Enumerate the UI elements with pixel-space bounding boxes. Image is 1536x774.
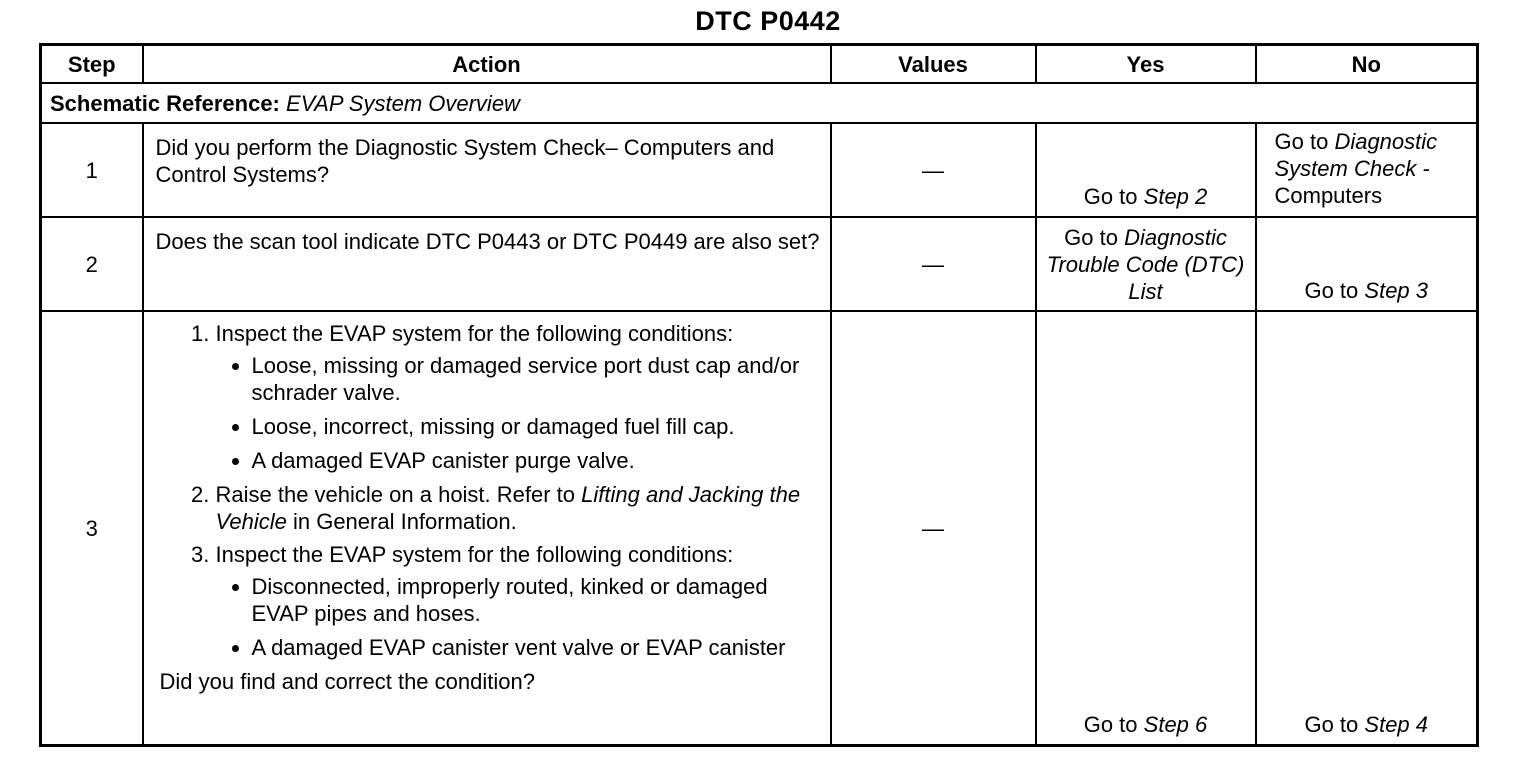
schematic-reference-link[interactable]: EVAP System Overview — [286, 90, 520, 116]
step-number: 1 — [41, 123, 143, 217]
no-link[interactable]: Step 3 — [1364, 278, 1429, 303]
no-link[interactable]: Step 4 — [1364, 712, 1429, 737]
header-no: No — [1256, 45, 1478, 84]
action-cell — [143, 311, 831, 746]
no-prefix: Go to — [1304, 712, 1359, 737]
condition-item: • A damaged EVAP canister vent valve or EVAP canister — [252, 634, 822, 661]
yes-prefix: Go to — [1083, 184, 1138, 209]
question-text: Did you find and correct the condition? — [159, 669, 535, 694]
schematic-reference-row — [41, 83, 1478, 123]
action-text: Does the scan tool indicate DTC P0443 or DTC P0449 are also set? — [143, 217, 831, 311]
yes-prefix: Go to — [1064, 225, 1118, 250]
no-prefix: Go to — [1274, 129, 1329, 154]
condition-item: • Loose, incorrect, missing or damaged fuel fill cap. — [252, 413, 822, 440]
procedure-item — [216, 320, 822, 474]
header-action: Action — [143, 45, 831, 84]
procedure-item — [216, 541, 822, 661]
values-cell: — — [831, 311, 1036, 746]
header-step: Step — [41, 45, 143, 84]
step-number: 3 — [41, 311, 143, 746]
yes-cell — [1036, 311, 1256, 746]
procedure-text: Raise the vehicle on a hoist. Refer to — [215, 482, 576, 507]
condition-item: • A damaged EVAP canister purge valve. — [252, 447, 822, 474]
yes-prefix: Go to — [1083, 712, 1138, 737]
procedure-list — [158, 320, 822, 661]
schematic-reference — [41, 83, 1478, 123]
condition-item: • Disconnected, improperly routed, kinked or damaged EVAP pipes and hoses. — [252, 573, 822, 627]
no-cell — [1256, 217, 1478, 311]
condition-list — [216, 573, 822, 661]
procedure-text: Inspect the EVAP system for the following conditions: — [215, 542, 734, 567]
table-row — [41, 311, 1478, 746]
header-values: Values — [831, 45, 1036, 84]
lifting-jacking-link[interactable]: Lifting and Jacking the Vehicle — [215, 482, 801, 534]
yes-link[interactable]: Diagnostic Trouble Code (DTC) List — [1046, 225, 1245, 304]
no-suffix: Computers — [1274, 183, 1383, 208]
no-prefix: Go to — [1304, 278, 1359, 303]
diagnostic-table — [39, 43, 1479, 747]
values-cell: — — [831, 217, 1036, 311]
procedure-text: in General Information. — [292, 509, 517, 534]
schematic-reference-label: Schematic Reference: — [50, 90, 280, 116]
action-text: Did you perform the Diagnostic System Check– Computers and Control Systems? — [143, 123, 831, 217]
no-cell — [1256, 123, 1478, 217]
header-yes: Yes — [1036, 45, 1256, 84]
procedure-item — [216, 481, 822, 535]
yes-link[interactable]: Step 6 — [1143, 712, 1208, 737]
yes-link[interactable]: Step 2 — [1143, 184, 1208, 209]
procedure-text: Inspect the EVAP system for the following conditions: — [215, 321, 734, 346]
no-cell — [1256, 311, 1478, 746]
header-row — [41, 45, 1478, 84]
no-link[interactable]: Diagnostic System Check - — [1274, 129, 1438, 181]
values-cell: — — [831, 123, 1036, 217]
table-row — [41, 217, 1478, 311]
page-title: DTC P0442 — [695, 6, 841, 36]
yes-cell — [1036, 217, 1256, 311]
step-number: 2 — [41, 217, 143, 311]
condition-list — [216, 352, 822, 474]
condition-item: • Loose, missing or damaged service port dust cap and/or schrader valve. — [252, 352, 822, 406]
yes-cell — [1036, 123, 1256, 217]
table-row — [41, 123, 1478, 217]
